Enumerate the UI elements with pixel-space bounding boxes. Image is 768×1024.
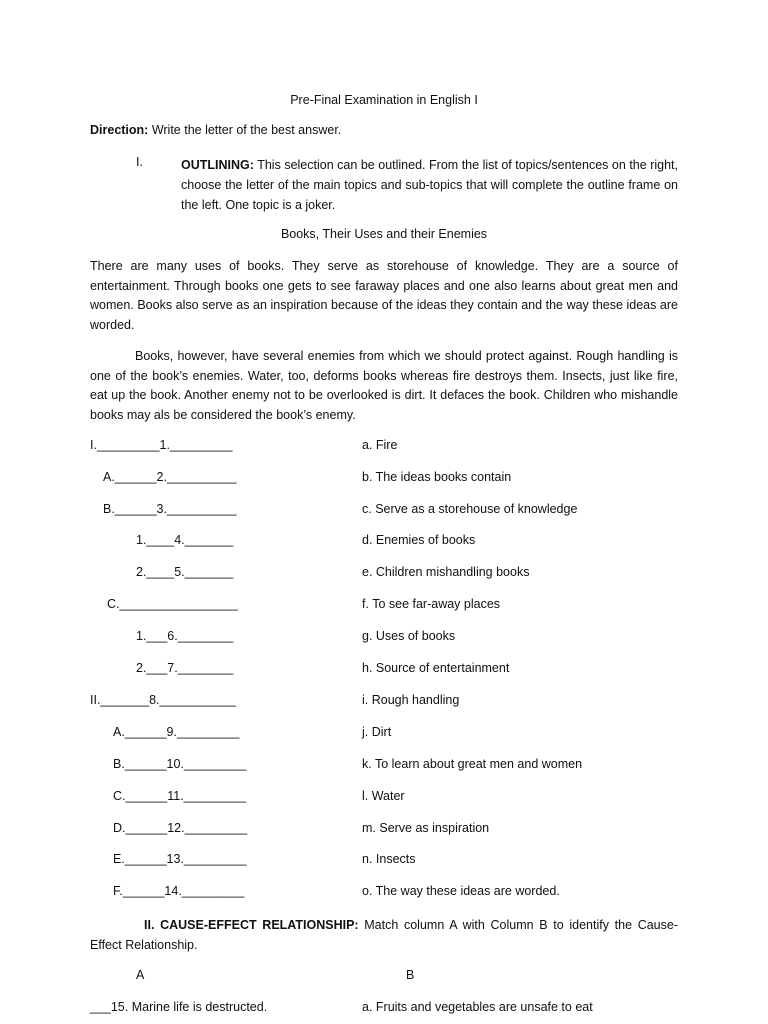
- option-item: a. Fire: [362, 438, 398, 452]
- outline-item: E.______13._________: [113, 852, 247, 866]
- column-b-label: B: [406, 968, 415, 982]
- outline-item: D.______12._________: [113, 821, 248, 835]
- direction: [90, 123, 341, 137]
- direction-label: Direction:: [90, 123, 149, 137]
- outline-item: A.______9._________: [113, 725, 240, 739]
- outline-item: B.______10._________: [113, 757, 247, 771]
- option-item: j. Dirt: [362, 725, 392, 739]
- option-item: k. To learn about great men and women: [362, 757, 583, 771]
- outline-item: 1.____4._______: [136, 533, 234, 547]
- outline-item: 1.___6.________: [136, 629, 234, 643]
- section-1-instructions: [181, 155, 678, 215]
- passage-title: Books, Their Uses and their Enemies: [280, 227, 488, 241]
- option-item: b. The ideas books contain: [362, 470, 512, 484]
- column-a-label: A: [136, 968, 145, 982]
- question-15-cause: ___15. Marine life is destructed.: [90, 1000, 268, 1014]
- outline-item: II._______8.___________: [90, 693, 236, 707]
- option-item: l. Water: [362, 789, 405, 803]
- passage-paragraph-2: Books, however, have several enemies from which we should protect against. Rough handling is one of the book’s enemies. Water, too, deforms books whereas fire destroys them. Insects, just like fire, eat up the book. Another enemy not to be overlooked is dirt. It defaces the book. Children who mishandle books may als be considered the book’s enemy.: [90, 349, 678, 422]
- outline-item: C._________________: [107, 597, 238, 611]
- question-15-effect: a. Fruits and vegetables are unsafe to eat: [362, 1000, 593, 1014]
- section-2-text: Match column A with Column B to identify the Cause-Effect Relationship.: [90, 918, 678, 952]
- outline-item: 2.___7.________: [136, 661, 234, 675]
- option-item: i. Rough handling: [362, 693, 460, 707]
- option-item: e. Children mishandling books: [362, 565, 530, 579]
- outline-item: I._________1._________: [90, 438, 233, 452]
- section-1-number: I.: [136, 155, 143, 169]
- option-item: h. Source of entertainment: [362, 661, 510, 675]
- outline-item: 2.____5._______: [136, 565, 234, 579]
- outline-item: C.______11._________: [113, 789, 247, 803]
- passage-paragraph-1: There are many uses of books. They serve as storehouse of knowledge. They are a source of entertainment. Through books one gets to see faraway places and one also learns about great men and women. Books also serve as an inspiration because of the ideas they contain and the way these ideas are worded.: [90, 259, 678, 332]
- option-item: c. Serve as a storehouse of knowledge: [362, 502, 578, 516]
- section-2-instructions: [90, 916, 678, 955]
- exam-title: Pre-Final Examination in English I: [290, 93, 478, 107]
- section-1-text: This selection can be outlined. From the list of topics/sentences on the right, choose the letter of the main topics and sub-topics that will complete the outline frame on the left. One topic is a joker.: [181, 158, 678, 212]
- option-item: o. The way these ideas are worded.: [362, 884, 560, 898]
- option-item: g. Uses of books: [362, 629, 456, 643]
- option-item: m. Serve as inspiration: [362, 821, 490, 835]
- option-item: d. Enemies of books: [362, 533, 476, 547]
- option-item: n. Insects: [362, 852, 416, 866]
- section-1-heading: OUTLINING:: [181, 158, 254, 172]
- option-item: f. To see far-away places: [362, 597, 501, 611]
- outline-item: A.______2.__________: [103, 470, 237, 484]
- outline-item: F.______14._________: [113, 884, 245, 898]
- direction-text: Write the letter of the best answer.: [148, 123, 342, 137]
- outline-item: B.______3.__________: [103, 502, 237, 516]
- section-2-heading: II. CAUSE-EFFECT RELATIONSHIP:: [144, 918, 359, 932]
